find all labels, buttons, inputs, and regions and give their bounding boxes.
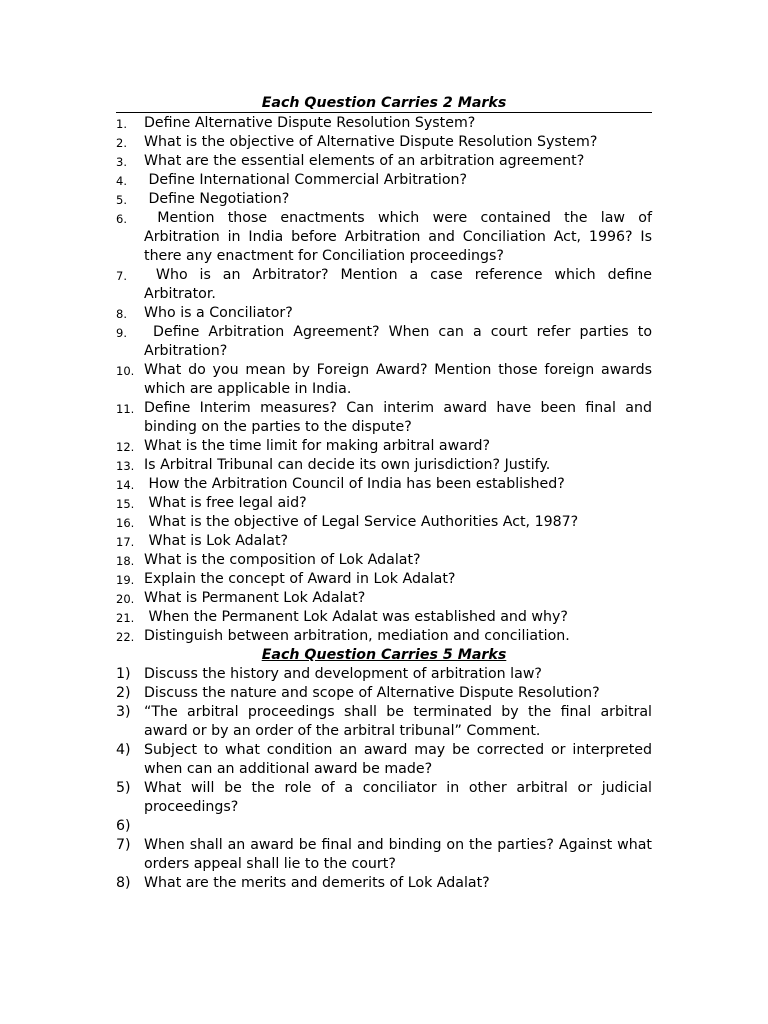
question-text: What are the merits and demerits of Lok Adalat?: [144, 875, 490, 891]
question-text: Define Negotiation?: [144, 191, 290, 207]
question-item: [116, 152, 652, 171]
question-text: [144, 817, 652, 836]
question-number: 2.: [116, 136, 127, 150]
question-item: [116, 437, 652, 456]
question-number: 7.: [116, 269, 127, 283]
question-text: Distinguish between arbitration, mediation and conciliation.: [144, 628, 570, 644]
question-text: When shall an award be final and binding on the parties? Against what orders appeal shall lie to the court?: [144, 837, 652, 872]
question-paper: [116, 94, 652, 893]
question-item: [116, 114, 652, 133]
question-text: Define Arbitration Agreement? When can a court refer parties to Arbitration?: [144, 324, 652, 359]
question-item: [116, 874, 652, 893]
section-heading-5-marks-text: Each Question Carries 5 Marks: [261, 647, 507, 663]
question-text: Who is an Arbitrator? Mention a case reference which define Arbitrator.: [144, 267, 652, 302]
question-item: [116, 304, 652, 323]
question-number: 1): [116, 666, 131, 682]
question-number: 8.: [116, 307, 127, 321]
question-item: [116, 323, 652, 361]
question-item: [116, 608, 652, 627]
question-item: [116, 551, 652, 570]
question-text: What is the time limit for making arbitral award?: [144, 438, 491, 454]
question-text: Mention those enactments which were contained the law of Arbitration in India before Arbitration and Conciliation Act, 1996? Is there any enactment for Conciliation proceedings?: [144, 210, 652, 264]
question-item: [116, 627, 652, 646]
question-text: Discuss the history and development of arbitration law?: [144, 666, 542, 682]
question-item: [116, 570, 652, 589]
question-number: 3.: [116, 155, 127, 169]
question-item: [116, 779, 652, 817]
question-text: What are the essential elements of an arbitration agreement?: [144, 153, 585, 169]
question-number: 4.: [116, 174, 127, 188]
question-number: 21.: [116, 611, 135, 625]
question-number: 12.: [116, 440, 135, 454]
question-number: 11.: [116, 402, 135, 416]
question-text: Is Arbitral Tribunal can decide its own jurisdiction? Justify.: [144, 457, 551, 473]
question-text: Define Alternative Dispute Resolution System?: [144, 115, 476, 131]
section-heading-5-marks: [116, 646, 652, 665]
question-number: 16.: [116, 516, 135, 530]
question-number: 2): [116, 685, 131, 701]
question-number: 10.: [116, 364, 135, 378]
question-number: 19.: [116, 573, 135, 587]
question-number: 1.: [116, 117, 127, 131]
question-text: Who is a Conciliator?: [144, 305, 293, 321]
question-item: [116, 475, 652, 494]
question-number: 3): [116, 704, 131, 720]
question-item: [116, 171, 652, 190]
question-number: 8): [116, 875, 131, 891]
question-item: [116, 665, 652, 684]
question-item: [116, 703, 652, 741]
question-text: Explain the concept of Award in Lok Adalat?: [144, 571, 456, 587]
question-text: “The arbitral proceedings shall be terminated by the final arbitral award or by an order of the arbitral tribunal” Comment.: [144, 704, 652, 739]
question-item: [116, 684, 652, 703]
question-number: 17.: [116, 535, 135, 549]
question-number: 13.: [116, 459, 135, 473]
question-item: [116, 361, 652, 399]
question-text: How the Arbitration Council of India has been established?: [144, 476, 565, 492]
question-number: 18.: [116, 554, 135, 568]
question-number: 4): [116, 742, 131, 758]
question-item: [116, 494, 652, 513]
question-text: What is Lok Adalat?: [144, 533, 289, 549]
question-item: [116, 456, 652, 475]
question-item: [116, 266, 652, 304]
question-number: 5): [116, 780, 131, 796]
question-list-2-marks: [116, 114, 652, 646]
question-number: 6.: [116, 212, 127, 226]
question-item: [116, 190, 652, 209]
question-item: [116, 513, 652, 532]
question-item: [116, 532, 652, 551]
question-text: What is the objective of Legal Service Authorities Act, 1987?: [144, 514, 579, 530]
question-text: What will be the role of a conciliator in other arbitral or judicial proceedings?: [144, 780, 652, 815]
question-number: 22.: [116, 630, 135, 644]
question-text: Subject to what condition an award may be corrected or interpreted when can an additional award be made?: [144, 742, 652, 777]
question-number: 7): [116, 837, 131, 853]
question-text: When the Permanent Lok Adalat was established and why?: [144, 609, 568, 625]
question-number: 6): [116, 818, 131, 834]
question-item: [116, 836, 652, 874]
question-item: [116, 399, 652, 437]
question-item: [116, 589, 652, 608]
question-number: 14.: [116, 478, 135, 492]
section-heading-2-marks: Each Question Carries 2 Marks: [116, 94, 652, 113]
question-text: Define Interim measures? Can interim award have been final and binding on the parties to the dispute?: [144, 400, 652, 435]
question-number: 5.: [116, 193, 127, 207]
question-text: What is the objective of Alternative Dispute Resolution System?: [144, 134, 598, 150]
question-number: 9.: [116, 326, 127, 340]
question-number: 15.: [116, 497, 135, 511]
question-item: [116, 209, 652, 266]
question-text: What is the composition of Lok Adalat?: [144, 552, 421, 568]
question-text: What is free legal aid?: [144, 495, 307, 511]
question-text: Define International Commercial Arbitration?: [144, 172, 468, 188]
question-number: 20.: [116, 592, 135, 606]
question-item: [116, 133, 652, 152]
question-text: What do you mean by Foreign Award? Mention those foreign awards which are applicable in India.: [144, 362, 652, 397]
question-text: What is Permanent Lok Adalat?: [144, 590, 366, 606]
question-item: [116, 741, 652, 779]
question-list-5-marks: [116, 665, 652, 893]
question-item: [116, 817, 652, 836]
question-text: Discuss the nature and scope of Alternative Dispute Resolution?: [144, 685, 600, 701]
